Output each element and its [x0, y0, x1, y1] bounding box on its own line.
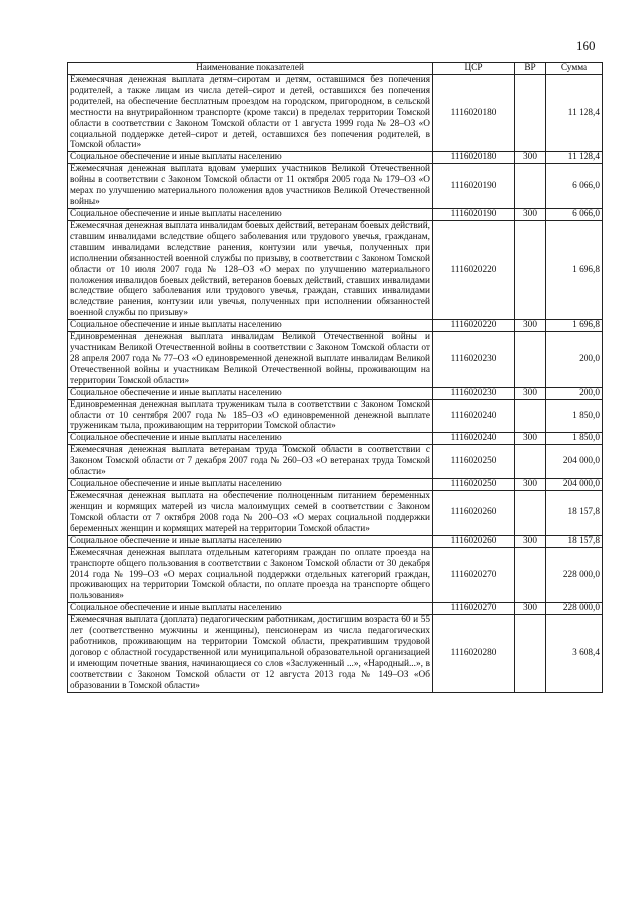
row-csr: 1116020190 — [433, 208, 515, 220]
row-name: Единовременная денежная выплата труженикам тыла в соответствии с Законом Томской области от 10 сентября 2007 года № 185–ОЗ «О единовременной денежной выплате труженикам тыла, проживающим на территории Томской области» — [68, 399, 433, 433]
table-row — [68, 547, 603, 603]
table-row — [68, 320, 603, 332]
row-csr: 1116020240 — [433, 399, 515, 433]
row-sum: 1 696,8 — [546, 320, 603, 332]
row-sum: 200,0 — [546, 387, 603, 399]
table-row — [68, 164, 603, 209]
table-row — [68, 220, 603, 319]
table-row — [68, 332, 603, 388]
row-vr — [515, 332, 546, 388]
row-name: Социальное обеспечение и иные выплаты населению — [68, 320, 433, 332]
row-name: Социальное обеспечение и иные выплаты населению — [68, 535, 433, 547]
header-csr: ЦСР — [433, 63, 515, 75]
table-header-row — [68, 63, 603, 75]
row-csr: 1116020180 — [433, 75, 515, 152]
row-csr: 1116020230 — [433, 332, 515, 388]
row-sum: 200,0 — [546, 332, 603, 388]
row-csr: 1116020190 — [433, 164, 515, 209]
row-sum: 204 000,0 — [546, 479, 603, 491]
row-name: Социальное обеспечение и иные выплаты населению — [68, 208, 433, 220]
row-sum: 228 000,0 — [546, 547, 603, 603]
row-sum: 6 066,0 — [546, 164, 603, 209]
row-sum: 228 000,0 — [546, 603, 603, 615]
table-row — [68, 491, 603, 536]
row-vr: 300 — [515, 208, 546, 220]
row-name: Ежемесячная денежная выплата инвалидам боевых действий, ветеранам боевых действий, ставшим инвалидами вследствие общего заболевания или трудового увечья, гражданам, ставшим инвалидами вследствие ранения, контузии или увечья, полученных при исполнении обязанностей военной службы по призыву, в соответствии с Законом Томской области от 10 июля 2007 года № 128–ОЗ «О мерах по улучшению материального положения инвалидов боевых действий, ветеранов боевых действий, ставших инвалидами вследствие общего заболевания или трудового увечья, граждан, ставших инвалидами вследствие ранения, контузии или увечья, полученных при исполнении обязанностей военной службы по призыву» — [68, 220, 433, 319]
row-vr: 300 — [515, 603, 546, 615]
row-csr: 1116020280 — [433, 615, 515, 692]
row-vr — [515, 75, 546, 152]
row-name: Социальное обеспечение и иные выплаты населению — [68, 479, 433, 491]
table-row — [68, 433, 603, 445]
row-sum: 1 696,8 — [546, 220, 603, 319]
row-name: Ежемесячная денежная выплата отдельным категориям граждан по оплате проезда на транспорте общего пользования в соответствии с Законом Томской области от 30 декабря 2014 года № 199–ОЗ «О мерах социальной поддержки отдельных категорий граждан, проживающих на территории Томской области, по оплате проезда на транспорте общего пользования» — [68, 547, 433, 603]
row-vr — [515, 615, 546, 692]
row-vr: 300 — [515, 535, 546, 547]
row-sum: 1 850,0 — [546, 433, 603, 445]
row-name: Социальное обеспечение и иные выплаты населению — [68, 152, 433, 164]
row-name: Социальное обеспечение и иные выплаты населению — [68, 387, 433, 399]
row-vr: 300 — [515, 433, 546, 445]
page-number: 160 — [576, 38, 596, 53]
row-csr: 1116020220 — [433, 220, 515, 319]
row-name: Ежемесячная денежная выплата на обеспечение полноценным питанием беременных женщин и кормящих матерей из числа малоимущих семей в соответствии с Законом Томской области от 7 октября 2008 года № 200–ОЗ «О мерах социальной поддержки беременных женщин и кормящих матерей на территории Томской области» — [68, 491, 433, 536]
table-row — [68, 75, 603, 152]
row-vr: 300 — [515, 320, 546, 332]
row-name: Социальное обеспечение и иные выплаты населению — [68, 433, 433, 445]
table-row — [68, 399, 603, 433]
row-vr — [515, 220, 546, 319]
row-csr: 1116020260 — [433, 491, 515, 536]
row-vr: 300 — [515, 152, 546, 164]
row-vr: 300 — [515, 387, 546, 399]
row-sum: 6 066,0 — [546, 208, 603, 220]
header-vr: ВР — [515, 63, 546, 75]
row-vr — [515, 547, 546, 603]
table-row — [68, 208, 603, 220]
row-sum: 11 128,4 — [546, 75, 603, 152]
row-sum: 18 157,8 — [546, 535, 603, 547]
row-sum: 204 000,0 — [546, 445, 603, 479]
row-csr: 1116020240 — [433, 433, 515, 445]
header-sum: Сумма — [546, 63, 603, 75]
header-name: Наименование показателей — [68, 63, 433, 75]
table-row — [68, 387, 603, 399]
row-vr — [515, 445, 546, 479]
table-row — [68, 603, 603, 615]
row-csr: 1116020180 — [433, 152, 515, 164]
row-csr: 1116020250 — [433, 479, 515, 491]
row-vr — [515, 399, 546, 433]
table-row — [68, 615, 603, 692]
row-vr — [515, 164, 546, 209]
table-row — [68, 479, 603, 491]
row-sum: 18 157,8 — [546, 491, 603, 536]
row-csr: 1116020250 — [433, 445, 515, 479]
row-csr: 1116020260 — [433, 535, 515, 547]
row-name: Ежемесячная выплата (доплата) педагогическим работникам, достигшим возраста 60 и 55 лет (соответственно мужчины и женщины), пенсионерам из числа педагогических работников, проживающим на территории Томской области, прекратившим трудовой договор с областной государственной или муниципальной образовательной организацией и имеющим почетные звания, начинающиеся со слов «Заслуженный ...», «Народный...», в соответствии с Законом Томской области от 12 августа 2013 года № 149–ОЗ «Об образовании в Томской области» — [68, 615, 433, 692]
row-vr: 300 — [515, 479, 546, 491]
row-csr: 1116020230 — [433, 387, 515, 399]
row-name: Единовременная денежная выплата инвалидам Великой Отечественной войны и участникам Великой Отечественной войны в соответствии с Законом Томской области от 28 апреля 2007 года № 77–ОЗ «О единовременной денежной выплате инвалидам Великой Отечественной войны и участникам Великой Отечественной войны, проживающим на территории Томской области» — [68, 332, 433, 388]
row-name: Социальное обеспечение и иные выплаты населению — [68, 603, 433, 615]
row-csr: 1116020270 — [433, 603, 515, 615]
row-name: Ежемесячная денежная выплата ветеранам труда Томской области в соответствии с Законом Томской области от 7 декабря 2007 года № 260–ОЗ «О ветеранах труда Томской области» — [68, 445, 433, 479]
row-name: Ежемесячная денежная выплата вдовам умерших участников Великой Отечественной войны в соответствии с Законом Томской области от 11 октября 2005 года № 179–ОЗ «О мерах по улучшению материального положения вдов участников Великой Отечественной войны» — [68, 164, 433, 209]
row-vr — [515, 491, 546, 536]
row-name: Ежемесячная денежная выплата детям–сиротам и детям, оставшимся без попечения родителей, а также лицам из числа детей–сирот и детей, оставшихся без попечения родителей, на обеспечение бесплатным проездом на городском, пригородном, в сельской местности на внутрирайонном транспорте (кроме такси) в пределах территории Томской области в соответствии с Законом Томской области от 1 августа 1999 года № 28–ОЗ «О социальной поддержке детей–сирот и детей, оставшихся без попечения родителей, в Томской области» — [68, 75, 433, 152]
budget-table — [67, 62, 603, 693]
table-row — [68, 535, 603, 547]
row-csr: 1116020220 — [433, 320, 515, 332]
row-sum: 11 128,4 — [546, 152, 603, 164]
table-row — [68, 152, 603, 164]
row-csr: 1116020270 — [433, 547, 515, 603]
table-row — [68, 445, 603, 479]
row-sum: 3 608,4 — [546, 615, 603, 692]
row-sum: 1 850,0 — [546, 399, 603, 433]
